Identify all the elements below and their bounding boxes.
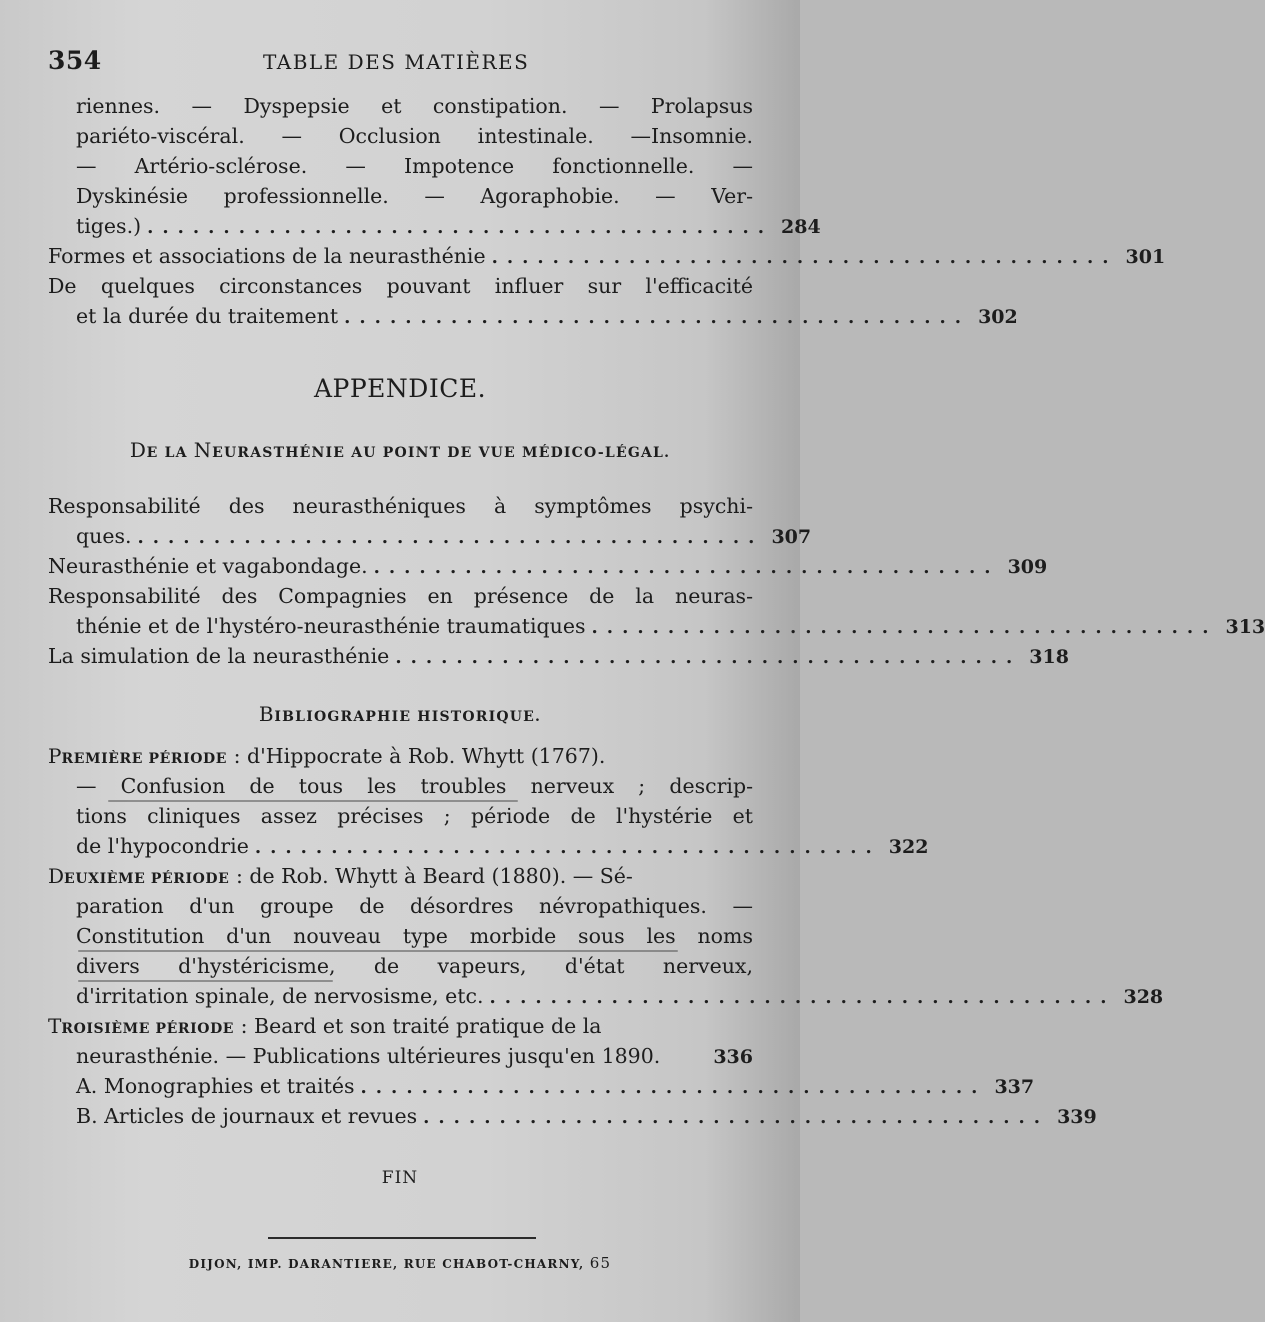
toc-entry: La simulation de la neurasthénie ......................................... 318 xyxy=(48,644,1069,668)
page-ref: 307 xyxy=(771,526,812,548)
toc-line: De quelques circonstances pouvant influer sur l'efficacité xyxy=(48,274,753,298)
page-ref: 301 xyxy=(1125,246,1166,268)
toc-line: paration d'un groupe de désordres névropathiques. — xyxy=(76,894,753,918)
pencil-underline xyxy=(108,800,518,802)
toc-entry: thénie et de l'hystéro-neurasthénie traumatiques ......................................... 313 xyxy=(76,614,1265,638)
dot-leader: ......................................... xyxy=(344,307,971,328)
toc-entry: tiges.) ......................................... 284 xyxy=(76,214,821,238)
page-ref: 318 xyxy=(1029,646,1069,668)
toc-entry: et la durée du traitement ......................................... 302 xyxy=(76,304,1018,328)
dot-leader: ......................................... xyxy=(423,1107,1050,1128)
dot-leader: ......................................... xyxy=(137,527,764,548)
period-heading: PREMIÈRE PÉRIODE : d'Hippocrate à Rob. Whytt (1767). xyxy=(48,744,606,768)
dot-leader: ......................................... xyxy=(254,837,881,858)
page-ref: 284 xyxy=(781,216,821,238)
toc-line: Responsabilité des neurasthéniques à symptômes psychi- xyxy=(48,494,753,518)
pencil-underline xyxy=(78,980,333,982)
page-number: 354 xyxy=(48,46,102,75)
page-ref: 328 xyxy=(1123,986,1164,1008)
toc-entry: Neurasthénie et vagabondage. ......................................... 309 xyxy=(48,554,1048,578)
page-ref: 309 xyxy=(1007,556,1048,578)
toc-entry: B. Articles de journaux et revues ......................................... 339 xyxy=(76,1104,1097,1128)
toc-entry: de l'hypocondrie ......................................... 322 xyxy=(76,834,929,858)
toc-entry: d'irritation spinale, de nervosisme, etc. ......................................... 328 xyxy=(76,984,1164,1008)
pencil-underline xyxy=(78,950,678,952)
dot-leader: ......................................... xyxy=(489,987,1116,1008)
toc-entry: A. Monographies et traités ......................................... 337 xyxy=(76,1074,1035,1098)
fin-label: FIN xyxy=(381,1168,419,1188)
toc-line: tions cliniques assez précises ; période de l'hystérie et xyxy=(76,804,753,828)
page-ref: 313 xyxy=(1225,616,1265,638)
printer-imprint: DIJON, IMP. DARANTIERE, RUE CHABOT-CHARNY, 65 xyxy=(188,1254,612,1272)
appendix-subtitle: DE LA NEURASTHÉNIE AU POINT DE VUE MÉDICO-LÉGAL. xyxy=(129,438,671,462)
toc-line: — Artério-sclérose. — Impotence fonctionnelle. — xyxy=(76,154,753,178)
toc-entry: Formes et associations de la neurasthénie ......................................... 301 xyxy=(48,244,1166,268)
appendix-title: APPENDICE. xyxy=(313,374,487,403)
toc-entry: neurasthénie. — Publications ultérieures jusqu'en 1890. 336 xyxy=(76,1044,753,1068)
dot-leader: ......................................... xyxy=(591,617,1218,638)
toc-line: divers d'hystéricisme, de vapeurs, d'état nerveux, xyxy=(76,954,753,978)
page-ref: 336 xyxy=(713,1046,753,1068)
toc-line: Constitution d'un nouveau type morbide sous les noms xyxy=(76,924,753,948)
dot-leader: ......................................... xyxy=(147,217,774,238)
page-ref: 339 xyxy=(1057,1106,1097,1128)
toc-line: Responsabilité des Compagnies en présence de la neuras- xyxy=(48,584,753,608)
page-ref: 302 xyxy=(978,306,1018,328)
page-ref: 337 xyxy=(994,1076,1035,1098)
period-heading: TROISIÈME PÉRIODE : Beard et son traité pratique de la xyxy=(48,1014,602,1038)
dot-leader: ......................................... xyxy=(395,647,1022,668)
toc-line: pariéto-viscéral. — Occlusion intestinale. —Insomnie. xyxy=(76,124,753,148)
toc-line: — Confusion de tous les troubles nerveux ; descrip- xyxy=(76,774,753,798)
toc-line: Dyskinésie professionnelle. — Agoraphobie. — Ver- xyxy=(76,184,753,208)
dot-leader: ......................................... xyxy=(491,247,1118,268)
dot-leader: ......................................... xyxy=(373,557,1000,578)
toc-entry: ques. ......................................... 307 xyxy=(76,524,812,548)
period-heading: DEUXIÈME PÉRIODE : de Rob. Whytt à Beard (1880). — Sé- xyxy=(48,864,633,888)
toc-line: riennes. — Dyspepsie et constipation. — Prolapsus xyxy=(76,94,753,118)
dot-leader: ......................................... xyxy=(360,1077,987,1098)
page-ref: 322 xyxy=(888,836,929,858)
footer-rule xyxy=(268,1237,536,1239)
bibliography-title: BIBLIOGRAPHIE HISTORIQUE. xyxy=(258,702,542,726)
running-head: TABLE DES MATIÈRES xyxy=(263,50,530,74)
